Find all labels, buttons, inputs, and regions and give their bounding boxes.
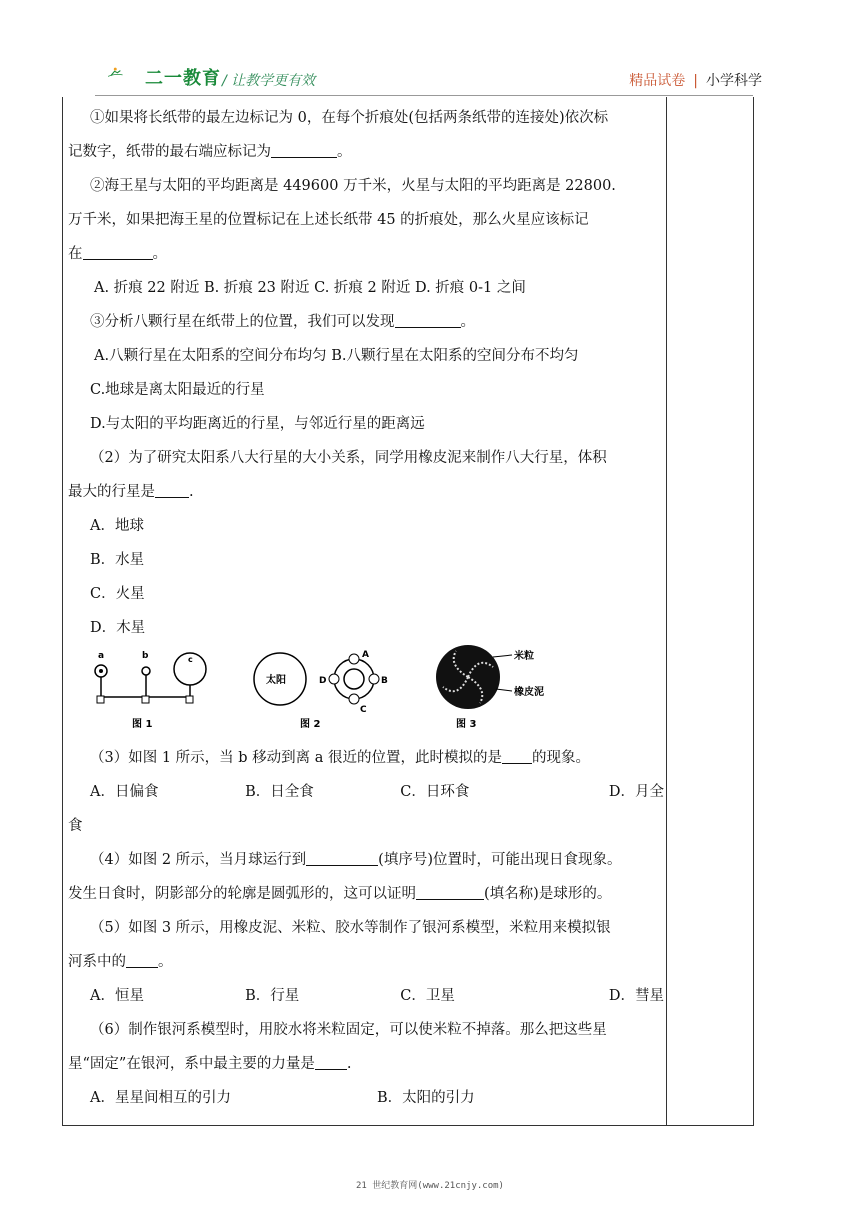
q6-stem-end: . xyxy=(346,1056,352,1072)
q2-stem-text: 最大的行星是 xyxy=(68,484,155,500)
slogan: / 让教学更有效 xyxy=(222,73,316,89)
q1-s2-line1: ②海王星与太阳的平均距离是 449600 万千米，火星与太阳的平均距离是 22800. xyxy=(90,178,616,194)
q4-line1 xyxy=(68,843,664,877)
q1-s3-end: 。 xyxy=(460,314,475,330)
q1-s1-line2 xyxy=(68,135,664,169)
header-tags xyxy=(629,70,762,90)
q6-stem-line1: （6）制作银河系模型时，用胶水将米粒固定，可以使米粒不掉落。那么把这些星 xyxy=(90,1022,607,1038)
logo-text: 二一教育 xyxy=(145,68,221,89)
q5-options xyxy=(68,979,664,1013)
q4-text-3: 发生日食时，阴影部分的轮廓是圆弧形的，这可以证明 xyxy=(68,886,416,902)
answer-blank[interactable] xyxy=(83,243,153,260)
q1-s3-text: ③分析八颗行星在纸带上的位置，我们可以发现 xyxy=(90,314,395,330)
q1-s3-option-d: D.与太阳的平均距离近的行星，与邻近行星的距离远 xyxy=(90,416,425,432)
q3-stem xyxy=(68,741,664,775)
q2-option-b: B．水星 xyxy=(90,552,145,568)
runner-logo-icon xyxy=(108,58,148,86)
fig2-sun-label: 太阳 xyxy=(266,675,286,686)
q3-option-a: A．日偏食 xyxy=(90,784,159,800)
tag-separator: | xyxy=(693,73,698,89)
q5-option-a: A．恒星 xyxy=(90,988,144,1004)
q3-option-c: C．日环食 xyxy=(400,784,470,800)
fig1-label-b: b xyxy=(142,651,149,661)
q2-option-c: C．火星 xyxy=(90,586,145,602)
question-content xyxy=(68,101,664,1115)
q1-s3-line1 xyxy=(68,305,664,339)
q2-option-a: A．地球 xyxy=(90,518,144,534)
fig1-label-c: c xyxy=(188,655,193,664)
q1-s2-text: 在 xyxy=(68,246,83,262)
fig3-clay-label: 橡皮泥 xyxy=(514,687,544,698)
q6-options xyxy=(68,1081,664,1115)
answer-blank[interactable] xyxy=(502,747,532,764)
fig2-earth xyxy=(344,669,364,689)
q4-line2 xyxy=(68,877,664,911)
fig2-label-d: D xyxy=(319,676,327,686)
q5-stem-text: 河系中的 xyxy=(68,954,126,970)
q1-s2-line2: 万千米，如果把海王星的位置标记在上述长纸带 45 的折痕处，那么火星应该标记 xyxy=(68,212,589,228)
q5-option-d: D．彗星 xyxy=(608,988,665,1004)
answer-blank[interactable] xyxy=(416,883,484,900)
q1-s2-line3 xyxy=(68,237,664,271)
answer-blank[interactable] xyxy=(271,141,337,158)
answer-blank[interactable] xyxy=(315,1053,347,1070)
answer-blank[interactable] xyxy=(126,951,158,968)
q1-s3-option-c: C.地球是离太阳最近的行星 xyxy=(90,382,265,398)
q6-option-a: A．星星间相互的引力 xyxy=(90,1090,231,1106)
q1-s1-end: 。 xyxy=(337,144,352,160)
page-footer: 21 世纪教育网(www.21cnjy.com) xyxy=(356,1181,504,1191)
q5-option-b: B．行星 xyxy=(245,988,300,1004)
q1-s1-line1: ①如果将长纸带的最左边标记为 0，在每个折痕处(包括两条纸带的连接处)依次标 xyxy=(90,110,609,126)
q3-stem-text: （3）如图 1 所示，当 b 移动到离 a 很近的位置，此时模拟的是 xyxy=(90,750,503,766)
figure-1 xyxy=(95,651,206,730)
q5-stem-line2 xyxy=(68,945,664,979)
fig1-caption: 图 1 xyxy=(132,719,153,730)
fig1-b-ball xyxy=(142,667,150,675)
table-column-divider xyxy=(666,97,667,1125)
q1-s2-end: 。 xyxy=(152,246,167,262)
figure-3 xyxy=(436,645,544,730)
fig2-orbit xyxy=(334,659,374,699)
q4-text-1: （4）如图 2 所示，当月球运行到 xyxy=(90,852,307,868)
tag-premium: 精品试卷 xyxy=(629,73,686,89)
tag-subject: 小学科学 xyxy=(706,73,762,89)
q6-stem-text: 星“固定”在银河，系中最主要的力量是 xyxy=(68,1056,315,1072)
figure-2 xyxy=(254,650,388,730)
fig2-caption: 图 2 xyxy=(300,719,321,730)
q3-option-d: D．月全 xyxy=(608,784,665,800)
fig1-label-a: a xyxy=(98,651,105,661)
q5-stem-line1: （5）如图 3 所示，用橡皮泥、米粒、胶水等制作了银河系模型，米粒用来模拟银 xyxy=(90,920,611,936)
q1-s3-option-ab: A.八颗行星在太阳系的空间分布均匀 B.八颗行星在太阳系的空间分布不均匀 xyxy=(94,348,579,364)
answer-blank[interactable] xyxy=(395,311,461,328)
answer-blank[interactable] xyxy=(155,481,189,498)
q5-stem-end: 。 xyxy=(158,954,173,970)
q3-options xyxy=(68,775,664,809)
q1-s2-options: A. 折痕 22 附近 B. 折痕 23 附近 C. 折痕 2 附近 D. 折痕 0-1 之间 xyxy=(94,280,526,296)
q5-option-c: C．卫星 xyxy=(400,988,455,1004)
q2-stem-line2 xyxy=(68,475,664,509)
q6-option-b: B．太阳的引力 xyxy=(377,1090,475,1106)
q4-text-2: (填序号)位置时，可能出现日食现象。 xyxy=(378,852,622,868)
fig2-label-a: A xyxy=(362,650,369,660)
q6-stem-line2 xyxy=(68,1047,664,1081)
q4-text-4: (填名称)是球形的。 xyxy=(484,886,612,902)
q3-option-d-cont: 食 xyxy=(68,818,83,834)
page-header xyxy=(0,0,860,98)
header-rule xyxy=(95,95,753,96)
q2-option-d: D．木星 xyxy=(90,620,146,636)
fig3-rice-label: 米粒 xyxy=(514,651,534,662)
fig3-caption: 图 3 xyxy=(456,719,477,730)
q2-stem-line1: （2）为了研究太阳系八大行星的大小关系，同学用橡皮泥来制作八大行星，体积 xyxy=(90,450,607,466)
answer-blank[interactable] xyxy=(306,849,378,866)
figures-illustration xyxy=(68,645,664,741)
q2-stem-end: . xyxy=(189,484,194,500)
q3-option-b: B．日全食 xyxy=(245,784,314,800)
q3-stem-end: 的现象。 xyxy=(532,750,591,766)
fig2-label-b: B xyxy=(381,676,388,686)
figures-row xyxy=(68,645,664,741)
q1-s1-text: 记数字，纸带的最右端应标记为 xyxy=(68,144,271,160)
fig2-label-c: C xyxy=(360,705,367,715)
